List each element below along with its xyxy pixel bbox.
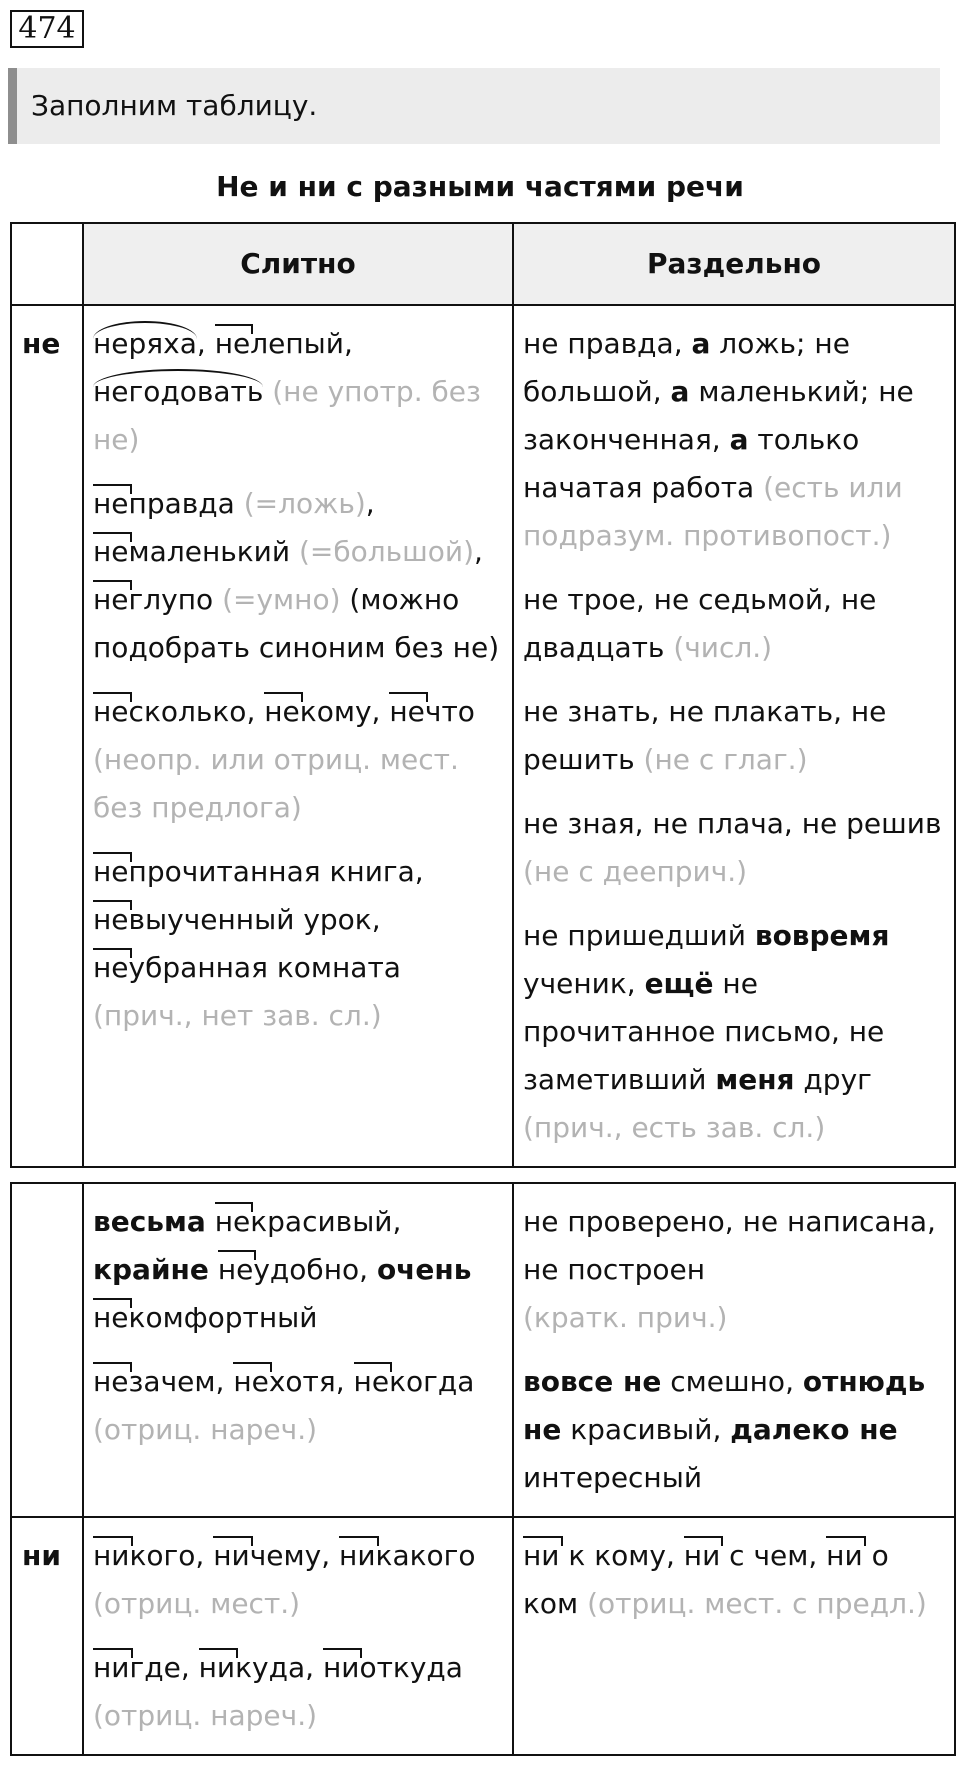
intro-text: Заполним таблицу. [31, 89, 318, 122]
example-short-participles: не проверено, не написана, не построен (кратк. прич.) [523, 1205, 936, 1334]
rule-note: (не употр. без не) [93, 375, 481, 456]
rule-note: (числ.) [664, 631, 773, 664]
main-table [10, 222, 956, 1168]
header-empty-cell [11, 223, 83, 305]
prefix-mark: не [93, 848, 129, 896]
rule-note: (=умно) [213, 583, 341, 616]
rule-note: (отриц. нареч.) [93, 1699, 318, 1732]
prefix-mark: не [93, 1358, 129, 1406]
prefix-mark: ни [523, 1532, 560, 1580]
prefix-mark: ни [93, 1644, 130, 1692]
continuation-table [10, 1182, 956, 1756]
prefix-mark: не [264, 688, 300, 736]
row-ne-continued [11, 1183, 955, 1517]
rule-note: (прич., нет зав. сл.) [93, 999, 382, 1032]
cell-ne-separate [513, 305, 955, 1167]
prefix-mark: не [233, 1358, 269, 1406]
example-opposition: не правда, а ложь; не большой, а маленький; не законченная, а только начатая работа (есть или подразум. противопост.) [523, 327, 914, 552]
rule-note: (=большой) [290, 535, 475, 568]
prefix-mark: не [93, 896, 129, 944]
example-ni-pronouns: никого, ничему, никакого (отриц. мест.) [93, 1532, 503, 1628]
example-adverb-intensifiers: весьма некрасивый, крайне неудобно, очень некомфортный [93, 1198, 503, 1342]
rule-note: (=ложь) [234, 487, 366, 520]
example-synonyms: неправда (=ложь), немаленький (=большой), неглупо (=умно) (можно подобрать синоним без не) [93, 480, 503, 672]
prefix-mark: не [93, 528, 129, 576]
rule-note: (есть или подразум. противопост.) [523, 471, 903, 552]
example-participles: непрочитанная книга, невыученный урок, неубранная комната (прич., нет зав. сл.) [93, 848, 503, 1040]
prefix-mark: не [93, 1294, 129, 1342]
rule-note: (кратк. прич.) [523, 1301, 728, 1334]
row-label-empty [11, 1183, 83, 1517]
table-title: Не и ни с разными частями речи [216, 170, 744, 203]
intro-banner [8, 68, 940, 144]
cell-ni-separate [513, 1517, 955, 1755]
rule-note: (отриц. мест.) [93, 1587, 301, 1620]
example-ni-prepositions: ни к кому, ни с чем, ни о ком (отриц. мест. с предл.) [523, 1532, 945, 1628]
prefix-mark: ни [213, 1532, 250, 1580]
rule-note: (не с глаг.) [634, 743, 808, 776]
prefix-mark: ни [684, 1532, 721, 1580]
prefix-mark: не [215, 320, 251, 368]
header-row [11, 223, 955, 305]
prefix-mark: не [93, 688, 129, 736]
rule-note: (отриц. нареч.) [93, 1413, 318, 1446]
prefix-mark: не [215, 1198, 251, 1246]
prefix-mark: ни [339, 1532, 376, 1580]
prefix-mark: не [354, 1358, 390, 1406]
cell-ne2-separate [513, 1183, 955, 1517]
root-arc-word: негодовать [93, 368, 263, 416]
prefix-mark: не [93, 576, 129, 624]
cell-ne2-together [83, 1183, 513, 1517]
prefix-mark: не [93, 944, 129, 992]
row-label-ne: не [11, 305, 83, 1167]
prefix-mark: ни [323, 1644, 360, 1692]
row-ni [11, 1517, 955, 1755]
example-strong-negation: вовсе не смешно, отнюдь не красивый, далеко не интересный [523, 1365, 926, 1494]
example-numerals: не трое, не седьмой, не двадцать (числ.) [523, 583, 877, 664]
example-negative-adverbs: незачем, нехотя, некогда (отриц. нареч.) [93, 1358, 503, 1454]
prefix-mark: не [93, 480, 129, 528]
prefix-mark: ни [199, 1644, 236, 1692]
cell-ni-together [83, 1517, 513, 1755]
cell-ne-together [83, 305, 513, 1167]
prefix-mark: не [389, 688, 425, 736]
header-separate: Раздельно [513, 223, 955, 305]
rule-note: (отриц. мест. с предл.) [578, 1587, 927, 1620]
row-ne [11, 305, 955, 1167]
root-arc-word: неряха [93, 320, 197, 368]
example-ni-adverbs: нигде, никуда, ниоткуда (отриц. нареч.) [93, 1644, 503, 1740]
task-number: 474 [10, 10, 84, 48]
row-label-ni: ни [11, 1517, 83, 1755]
rule-note: (не с дееприч.) [523, 855, 748, 888]
rule-note: (прич., есть зав. сл.) [523, 1111, 826, 1144]
prefix-mark: не [218, 1246, 254, 1294]
example-verbs: не знать, не плакать, не решить (не с глаг.) [523, 695, 887, 776]
header-together: Слитно [83, 223, 513, 305]
example-dependent-participles: не пришедший вовремя ученик, ещё не прочитанное письмо, не заметивший меня друг (прич., есть зав. сл.) [523, 919, 890, 1144]
prefix-mark: ни [93, 1532, 130, 1580]
example-nouns: неряха, нелепый, негодовать (не употр. без не) [93, 320, 503, 464]
example-pronouns: несколько, некому, нечто (неопр. или отриц. мест. без предлога) [93, 688, 503, 832]
example-gerunds: не зная, не плача, не решив (не с дееприч.) [523, 807, 942, 888]
prefix-mark: ни [826, 1532, 863, 1580]
rule-note: (неопр. или отриц. мест. без предлога) [93, 743, 459, 824]
